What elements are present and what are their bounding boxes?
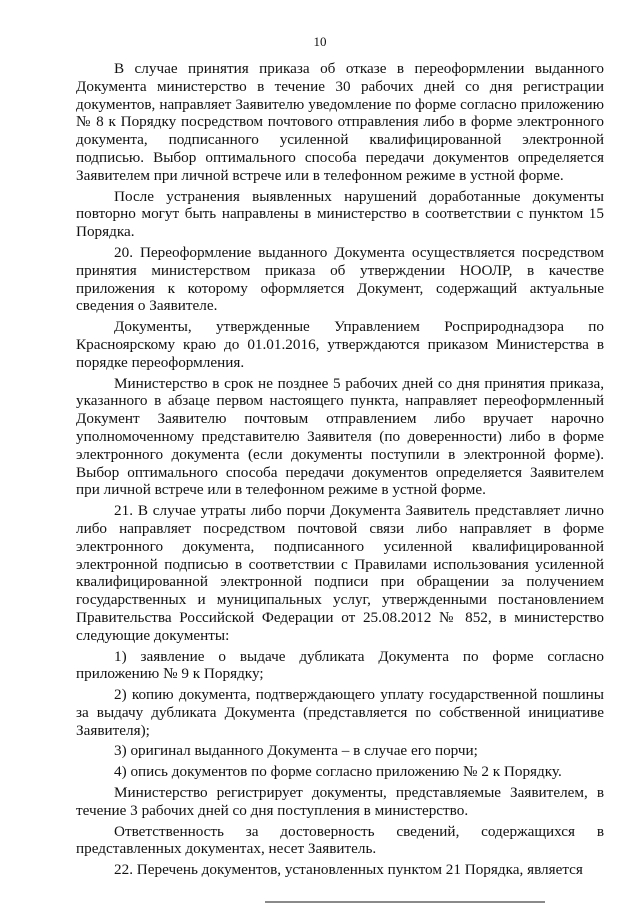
paragraph-item-20: 20. Переоформление выданного Документа осуществляется посредством принятия министерством приказа об утверждении НООЛР, в качестве приложения к которому оформляется Документ, содержащий актуальные сведения о Заявителе. bbox=[76, 243, 604, 315]
list-item-2: 2) копию документа, подтверждающего уплату государственной пошлины за выдачу дубликата Документа (представляется по собственной инициативе Заявителя); bbox=[76, 686, 604, 739]
paragraph-registration: Министерство регистрирует документы, представляемые Заявителем, в течение 3 рабочих дней со дня поступления в министерство. bbox=[76, 784, 604, 819]
paragraph-responsibility: Ответственность за достоверность сведений, содержащихся в представленных документах, несет Заявитель. bbox=[76, 822, 604, 858]
scan-edge-line bbox=[265, 901, 545, 903]
page-number: 10 bbox=[313, 34, 327, 49]
list-item-3: 3) оригинал выданного Документа – в случае его порчи; bbox=[114, 742, 478, 760]
paragraph-refusal-notice: В случае принятия приказа об отказе в переоформлении выданного Документа министерство в течение 30 рабочих дней со дня регистрации документов, направляет Заявителю уведомление по форме согласно приложению № 8 к Порядку посредством почтового отправления либо в форме электронного документа, подписанного усиленной квалифицированной электронной подписью. Выбор оптимального способа передачи документов определяется Заявителем при личной встрече или в телефонном режиме в устной форме. bbox=[76, 60, 604, 184]
paragraph-item-22: 22. Перечень документов, установленных пунктом 21 Порядка, является bbox=[114, 861, 583, 879]
paragraph-rosprirodnadzor-documents: Документы, утвержденные Управлением Росприроднадзора по Красноярскому краю до 01.01.2016, утверждаются приказом Министерства в порядке переоформления. bbox=[76, 318, 604, 371]
paragraph-delivery-term: Министерство в срок не позднее 5 рабочих дней со дня принятия приказа, указанного в абзаце первом настоящего пункта, направляет переоформленный Документ Заявителю почтовым отправлением либо вручает нарочно уполномоченному представителю Заявителя (по доверенности) либо в форме электронного документа (если документы поступили в электронной форме). Выбор оптимального способа передачи документов определяется Заявителем при личной встрече или в телефонном режиме в устной форме. bbox=[76, 374, 604, 499]
list-item-4: 4) опись документов по форме согласно приложению № 2 к Порядку. bbox=[114, 763, 562, 781]
document-body bbox=[76, 60, 604, 882]
paragraph-item-21: 21. В случае утраты либо порчи Документа Заявитель представляет лично либо направляет посредством почтовой связи либо направляет в форме электронного документа, подписанного усиленной квалифицированной электронной подписью в соответствии с Правилами использования усиленной квалифицированной электронной подписи при обращении за получением государственных и муниципальных услуг, утвержденными постановлением Правительства Российской Федерации от 25.08.2012 № 852, в министерство следующие документы: bbox=[76, 502, 604, 644]
list-item-1: 1) заявление о выдаче дубликата Документа по форме согласно приложению № 9 к Порядку; bbox=[76, 647, 604, 683]
paragraph-resubmission: После устранения выявленных нарушений доработанные документы повторно могут быть направлены в министерство в соответствии с пунктом 15 Порядка. bbox=[76, 187, 604, 241]
